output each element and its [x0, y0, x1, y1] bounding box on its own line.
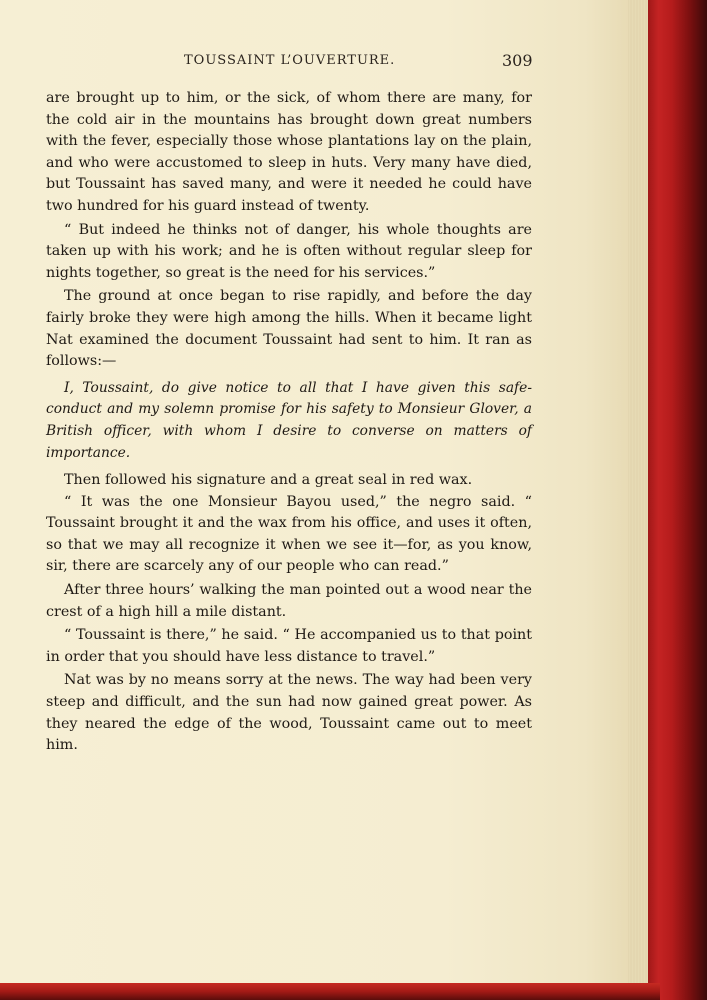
running-head: TOUSSAINT L’OUVERTURE.: [184, 53, 396, 68]
paragraph: After three hours’ walking the man pointed out a wood near the crest of a high hill a mile distant.: [46, 582, 532, 620]
safe-conduct-document: I, Toussaint, do give notice to all that I have given this safe-conduct and my solemn promise for his safety to Monsieur Glover, a British officer, with whom I desire to converse on matters of importance.: [46, 379, 532, 461]
paragraph: “ But indeed he thinks not of danger, his whole thoughts are taken up with his work; and he is often without regular sleep for nights together, so great is the need for his services.”: [46, 221, 532, 281]
page-number: 309: [502, 51, 533, 70]
book-bottom-edge: [0, 983, 660, 1000]
page-edges: [628, 0, 650, 985]
body-text: [46, 88, 532, 757]
paragraph: are brought up to him, or the sick, of whom there are many, for the cold air in the mountains has brought down great numbers with the fever, especially those whose plantations lay on the plain, and who were accustomed to sleep in huts. Very many have died, but Toussaint has saved many, and were it needed he could have two hundred for his guard instead of twenty.: [46, 90, 532, 214]
paragraph: “ Toussaint is there,” he said. “ He accompanied us to that point in order that you should have less distance to travel.”: [46, 627, 532, 665]
page-header: [0, 52, 636, 72]
paragraph: Nat was by no means sorry at the news. The way had been very steep and difficult, and the sun had now gained great power. As they neared the edge of the wood, Toussaint came out to meet him.: [46, 672, 532, 754]
paragraph: “ It was the one Monsieur Bayou used,” the negro said. “ Toussaint brought it and the wax from his office, and uses it often, so that we may all recognize it when we see it—for, as you know, sir, there are scarcely any of our people who can read.”: [46, 493, 532, 575]
book-cover-edge: [648, 0, 707, 1000]
paragraph: Then followed his signature and a great seal in red wax.: [64, 472, 473, 489]
paragraph: The ground at once began to rise rapidly, and before the day fairly broke they were high among the hills. When it became light Nat examined the document Toussaint had sent to him. It ran as follows:—: [46, 288, 532, 370]
